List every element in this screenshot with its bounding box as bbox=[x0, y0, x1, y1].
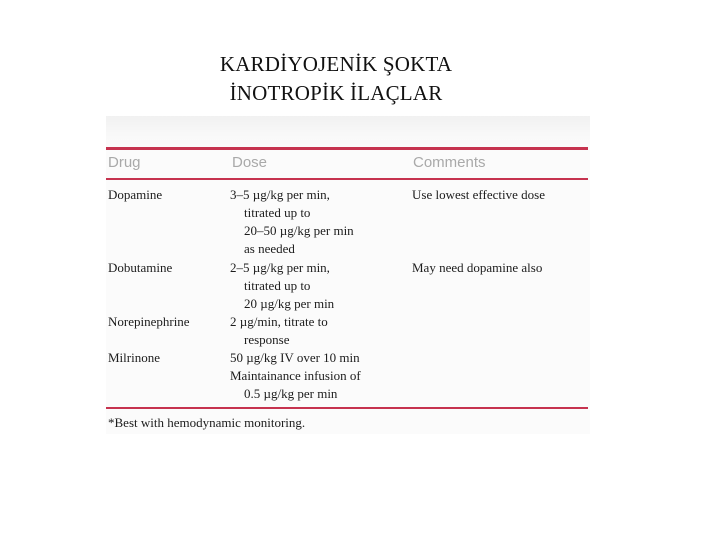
dose-line: 0.5 µg/kg per min bbox=[244, 386, 338, 401]
dose-line: 20 µg/kg per min bbox=[244, 296, 335, 311]
table-header-rule bbox=[106, 178, 588, 180]
column-header-comments: Comments bbox=[413, 154, 486, 171]
drug-table bbox=[106, 116, 590, 434]
comment-cell: May need dopamine also bbox=[412, 260, 543, 275]
slide-title-line-2: İNOTROPİK İLAÇLAR bbox=[229, 81, 443, 105]
table-bottom-rule bbox=[106, 407, 588, 409]
dose-line: 3–5 µg/kg per min, bbox=[230, 187, 330, 202]
column-header-drug: Drug bbox=[108, 154, 141, 171]
drug-name: Dopamine bbox=[108, 187, 163, 202]
dose-line: response bbox=[244, 332, 290, 347]
dose-line: Maintainance infusion of bbox=[230, 368, 361, 383]
dose-cell bbox=[230, 313, 328, 349]
dose-line: 50 µg/kg IV over 10 min bbox=[230, 350, 360, 365]
dose-cell bbox=[230, 186, 354, 258]
dose-line: 20–50 µg/kg per min bbox=[244, 223, 354, 238]
table-top-shade bbox=[106, 116, 590, 146]
slide-title bbox=[0, 50, 672, 108]
table-footnote: *Best with hemodynamic monitoring. bbox=[108, 415, 306, 430]
comment-cell: Use lowest effective dose bbox=[412, 187, 545, 202]
dose-line: 2–5 µg/kg per min, bbox=[230, 260, 330, 275]
dose-line: titrated up to bbox=[244, 205, 311, 220]
dose-line: as needed bbox=[244, 241, 295, 256]
column-header-dose: Dose bbox=[232, 154, 268, 171]
dose-line: titrated up to bbox=[244, 278, 311, 293]
drug-name: Norepinephrine bbox=[108, 314, 190, 329]
dose-line: 2 µg/min, titrate to bbox=[230, 314, 328, 329]
table-top-rule bbox=[106, 147, 588, 150]
slide-title-line-1: KARDİYOJENİK ŞOKTA bbox=[219, 52, 453, 76]
dose-cell bbox=[230, 259, 334, 313]
drug-name: Dobutamine bbox=[108, 260, 173, 275]
drug-name: Milrinone bbox=[108, 350, 160, 365]
dose-cell bbox=[230, 349, 361, 403]
